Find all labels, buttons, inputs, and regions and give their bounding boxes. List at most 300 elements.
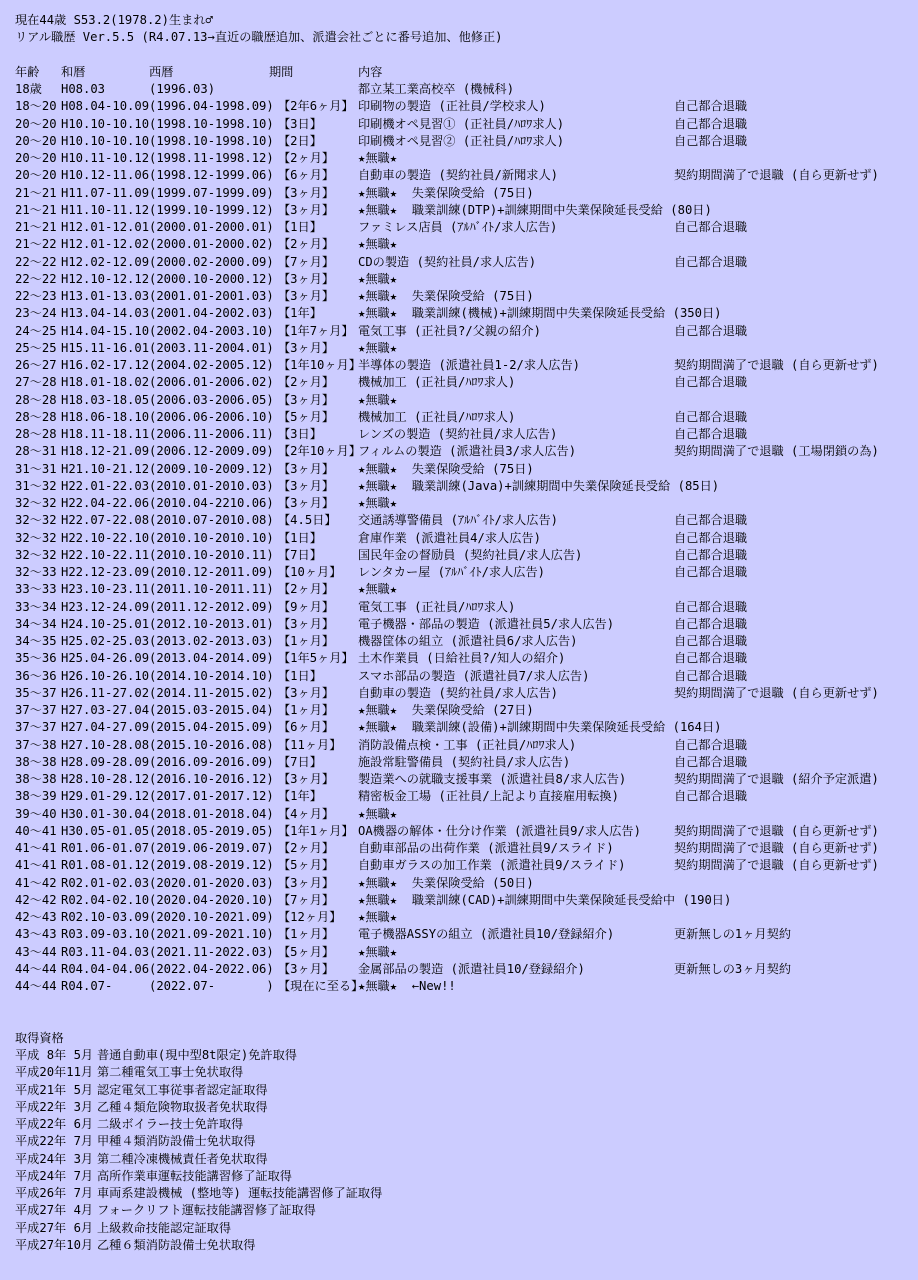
row-seireki: (1999.10-1999.12) bbox=[149, 202, 274, 217]
row-note: 自己都合退職 bbox=[674, 375, 748, 390]
row-period: 【3ヶ月】 bbox=[278, 340, 335, 355]
row-period: 【1日】 bbox=[278, 530, 322, 545]
row-content: 国民年金の督励員 (契約社員/求人広告) bbox=[358, 547, 583, 562]
row-note: 自己都合退職 bbox=[674, 427, 748, 441]
row-age: 37～37 bbox=[15, 720, 57, 735]
row-seireki: (2001.04-2002.03) bbox=[149, 306, 274, 321]
row-content: ★無職★ bbox=[358, 340, 398, 355]
row-seireki: (2010.12-2011.09) bbox=[149, 565, 274, 579]
row-age: 38～38 bbox=[15, 772, 57, 786]
row-seireki: (2020.10-2021.09) bbox=[149, 910, 274, 924]
row-wareki: H12.01-12.02 bbox=[61, 237, 150, 252]
row-wareki: R02.10-03.09 bbox=[61, 910, 150, 924]
row-wareki: H18.01-18.02 bbox=[61, 375, 150, 390]
history-row bbox=[15, 512, 918, 529]
row-wareki: R02.01-02.03 bbox=[61, 875, 150, 890]
row-wareki: H18.12-21.09 bbox=[61, 444, 150, 459]
row-age: 37～38 bbox=[15, 737, 57, 752]
row-content: 自動車の製造 (契約社員/求人広告) bbox=[358, 685, 558, 700]
history-row bbox=[15, 392, 918, 409]
row-age: 39～40 bbox=[15, 806, 57, 821]
row-period: 【1年1ヶ月】 bbox=[278, 823, 354, 838]
history-row bbox=[15, 547, 918, 564]
row-wareki: H27.10-28.08 bbox=[61, 737, 150, 752]
history-row bbox=[15, 737, 918, 754]
history-row bbox=[15, 530, 918, 547]
qualification-date: 平成26年 7月 bbox=[15, 1186, 94, 1200]
row-note: 自己都合退職 bbox=[674, 651, 748, 666]
row-age: 27～28 bbox=[15, 375, 57, 390]
row-age: 20～20 bbox=[15, 133, 57, 148]
row-age: 23～24 bbox=[15, 306, 57, 321]
row-content: 電気工事 (正社員/ﾊﾛﾜ求人) bbox=[358, 599, 516, 614]
row-period: 【3日】 bbox=[278, 427, 322, 441]
row-content: ★無職★ 失業保険受給 (75日) bbox=[358, 461, 534, 476]
history-row bbox=[15, 599, 918, 616]
row-age: 22～23 bbox=[15, 289, 57, 303]
row-note: 自己都合退職 bbox=[674, 409, 748, 424]
row-content: 自動車の製造 (契約社員/新聞求人) bbox=[358, 168, 558, 183]
row-period: 【現在に至る】 bbox=[278, 979, 364, 993]
history-row bbox=[15, 305, 918, 322]
row-seireki: (2003.11-2004.01) bbox=[149, 340, 274, 355]
history-row bbox=[15, 271, 918, 288]
qualification-date: 平成22年 3月 bbox=[15, 1099, 94, 1114]
row-wareki: H12.01-12.01 bbox=[61, 220, 150, 234]
row-age: 32～32 bbox=[15, 496, 57, 510]
row-period: 【1年10ヶ月】 bbox=[278, 358, 361, 372]
row-age: 31～31 bbox=[15, 461, 57, 476]
row-period: 【4.5日】 bbox=[278, 513, 337, 528]
row-note: 契約期間満了で退職 (工場閉鎖の為) bbox=[674, 444, 879, 459]
history-row bbox=[15, 116, 918, 133]
row-wareki: H22.01-22.03 bbox=[61, 478, 150, 493]
row-age: 33～33 bbox=[15, 582, 57, 597]
history-row bbox=[15, 409, 918, 426]
row-period: 【1年7ヶ月】 bbox=[278, 323, 354, 338]
row-seireki: (2021.11-2022.03) bbox=[149, 944, 274, 959]
history-row bbox=[15, 236, 918, 253]
row-content: 印刷物の製造 (正社員/学校求人) bbox=[358, 99, 546, 114]
row-content: 機器筐体の組立 (派遣社員6/求人広告) bbox=[358, 634, 578, 648]
row-age: 28～31 bbox=[15, 444, 57, 459]
qualification-date: 平成24年 7月 bbox=[15, 1168, 94, 1183]
row-note: 自己都合退職 bbox=[674, 99, 748, 114]
history-row bbox=[15, 771, 918, 788]
row-period: 【7日】 bbox=[278, 754, 322, 769]
row-seireki: (1996.03) bbox=[149, 82, 216, 96]
row-content: ★無職★ bbox=[358, 392, 398, 407]
row-seireki: (2013.02-2013.03) bbox=[149, 634, 274, 648]
row-period: 【1年】 bbox=[278, 306, 322, 321]
history-row bbox=[15, 288, 918, 305]
header-content: 内容 bbox=[358, 64, 383, 79]
qualification-text: 高所作業車運転技能講習修了証取得 bbox=[97, 1168, 292, 1183]
row-age: 44～44 bbox=[15, 979, 57, 993]
row-wareki: H25.04-26.09 bbox=[61, 651, 150, 666]
row-seireki: (2017.01-2017.12) bbox=[149, 789, 274, 804]
history-row bbox=[15, 167, 918, 184]
row-age: 18歳 bbox=[15, 82, 42, 96]
row-note: 自己都合退職 bbox=[674, 565, 748, 579]
history-row bbox=[15, 374, 918, 391]
row-wareki: H27.03-27.04 bbox=[61, 703, 150, 717]
row-age: 31～32 bbox=[15, 478, 57, 493]
row-content: ★無職★ 職業訓練(CAD)+訓練期間中失業保険延長受給中 (190日) bbox=[358, 892, 732, 907]
qualification-item bbox=[15, 1099, 918, 1116]
row-note: 自己都合退職 bbox=[674, 616, 748, 631]
row-note: 自己都合退職 bbox=[674, 133, 748, 148]
qualification-date: 平成22年 7月 bbox=[15, 1134, 94, 1149]
row-seireki: (1998.10-1998.10) bbox=[149, 116, 274, 131]
row-period: 【3日】 bbox=[278, 116, 322, 131]
row-wareki: H24.10-25.01 bbox=[61, 616, 150, 631]
row-wareki: H18.03-18.05 bbox=[61, 392, 150, 407]
row-wareki: H10.10-10.10 bbox=[61, 133, 150, 148]
row-period: 【10ヶ月】 bbox=[278, 565, 342, 579]
row-wareki: H10.10-10.10 bbox=[61, 116, 150, 131]
row-seireki: (2022.04-2022.06) bbox=[149, 961, 274, 976]
row-wareki: H28.10-28.12 bbox=[61, 772, 150, 786]
row-content: 都立某工業高校卒 (機械科) bbox=[358, 82, 515, 96]
row-age: 32～33 bbox=[15, 565, 57, 579]
row-note: 自己都合退職 bbox=[674, 737, 748, 752]
row-seireki: (2009.10-2009.12) bbox=[149, 461, 274, 476]
qualification-item bbox=[15, 1064, 918, 1081]
history-row bbox=[15, 323, 918, 340]
row-period: 【5ヶ月】 bbox=[278, 944, 335, 959]
row-period: 【6ヶ月】 bbox=[278, 720, 335, 735]
history-row bbox=[15, 98, 918, 115]
row-content: 印刷機オペ見習① (正社員/ﾊﾛﾜ求人) bbox=[358, 116, 565, 131]
row-age: 32～32 bbox=[15, 547, 57, 562]
row-content: ★無職★ bbox=[358, 806, 398, 821]
row-content: 印刷機オペ見習② (正社員/ﾊﾛﾜ求人) bbox=[358, 133, 565, 148]
row-period: 【1日】 bbox=[278, 668, 322, 683]
row-content: ★無職★ 職業訓練(設備)+訓練期間中失業保険延長受給 (164日) bbox=[358, 720, 722, 735]
row-wareki: H08.03 bbox=[61, 82, 106, 96]
row-age: 28～28 bbox=[15, 409, 57, 424]
row-wareki: H22.10-22.10 bbox=[61, 530, 150, 545]
row-period: 【2ヶ月】 bbox=[278, 841, 335, 855]
row-age: 35～36 bbox=[15, 651, 57, 666]
row-period: 【2ヶ月】 bbox=[278, 151, 335, 165]
row-period: 【3ヶ月】 bbox=[278, 875, 335, 890]
row-wareki: H28.09-28.09 bbox=[61, 754, 150, 769]
row-period: 【1年】 bbox=[278, 789, 322, 804]
row-wareki: H16.02-17.12 bbox=[61, 358, 150, 372]
row-content: OA機器の解体・仕分け作業 (派遣社員9/求人広告) bbox=[358, 823, 641, 838]
row-period: 【3ヶ月】 bbox=[278, 289, 335, 303]
row-content: ★無職★ bbox=[358, 496, 398, 510]
row-content: ★無職★ 職業訓練(機械)+訓練期間中失業保険延長受給 (350日) bbox=[358, 306, 722, 321]
row-note: 契約期間満了で退職 (自ら更新せず) bbox=[674, 858, 879, 873]
header-period: 期間 bbox=[269, 64, 294, 79]
row-wareki: H22.07-22.08 bbox=[61, 513, 150, 528]
row-wareki: H22.10-22.11 bbox=[61, 547, 150, 562]
row-age: 20～20 bbox=[15, 168, 57, 183]
history-row bbox=[15, 650, 918, 667]
row-age: 28～28 bbox=[15, 392, 57, 407]
row-note: 契約期間満了で退職 (自ら更新せず) bbox=[674, 358, 879, 372]
row-note: 契約期間満了で退職 (自ら更新せず) bbox=[674, 841, 879, 855]
row-content: 交通誘導警備員 (ｱﾙﾊﾞｲﾄ/求人広告) bbox=[358, 513, 558, 528]
row-wareki: H12.10-12.12 bbox=[61, 271, 150, 286]
row-content: 土木作業員 (日給社員?/知人の紹介) bbox=[358, 651, 566, 666]
row-age: 25～25 bbox=[15, 340, 57, 355]
row-age: 43～44 bbox=[15, 944, 57, 959]
row-age: 18～20 bbox=[15, 99, 57, 114]
row-note: 契約期間満了で退職 (自ら更新せず) bbox=[674, 168, 879, 183]
history-row bbox=[15, 788, 918, 805]
row-wareki: H18.06-18.10 bbox=[61, 409, 150, 424]
row-seireki: (2004.02-2005.12) bbox=[149, 358, 274, 372]
qualification-text: 車両系建設機械 (整地等) 運転技能講習修了証取得 bbox=[97, 1186, 383, 1200]
qualification-text: 第二種電気工事士免状取得 bbox=[97, 1065, 244, 1080]
row-age: 42～43 bbox=[15, 910, 57, 924]
row-wareki: H22.12-23.09 bbox=[61, 565, 150, 579]
qualification-date: 平成 8年 5月 bbox=[15, 1048, 94, 1062]
row-wareki: H15.11-16.01 bbox=[61, 340, 150, 355]
row-seireki: (2019.06-2019.07) bbox=[149, 841, 274, 855]
history-row bbox=[15, 875, 918, 892]
row-wareki: H30.01-30.04 bbox=[61, 806, 150, 821]
row-seireki: (2000.01-2000.02) bbox=[149, 237, 274, 252]
row-seireki: (2001.01-2001.03) bbox=[149, 289, 274, 303]
history-row bbox=[15, 892, 918, 909]
row-content: CDの製造 (契約社員/求人広告) bbox=[358, 254, 537, 269]
history-row bbox=[15, 478, 918, 495]
row-content: 電子機器・部品の製造 (派遣社員5/求人広告) bbox=[358, 616, 615, 631]
history-row bbox=[15, 840, 918, 857]
row-period: 【5ヶ月】 bbox=[278, 858, 335, 873]
row-seireki: (2010.07-2010.08) bbox=[149, 513, 274, 528]
row-wareki: R02.04-02.10 bbox=[61, 892, 150, 907]
row-content: 精密板金工場 (正社員/上記より直接雇用転換) bbox=[358, 789, 619, 804]
row-wareki: H29.01-29.12 bbox=[61, 789, 150, 804]
row-wareki: H23.10-23.11 bbox=[61, 582, 150, 597]
row-seireki: (2015.10-2016.08) bbox=[149, 737, 274, 752]
qualification-item bbox=[15, 1116, 918, 1133]
row-content: 施設常駐警備員 (契約社員/求人広告) bbox=[358, 754, 571, 769]
row-period: 【3ヶ月】 bbox=[278, 616, 335, 631]
row-seireki: (2011.10-2011.11) bbox=[149, 582, 274, 597]
row-content: ★無職★ 失業保険受給 (75日) bbox=[358, 289, 534, 303]
row-seireki: (2020.01-2020.03) bbox=[149, 875, 274, 890]
qualifications-list bbox=[15, 1047, 918, 1254]
row-period: 【1ヶ月】 bbox=[278, 927, 335, 942]
row-note: 自己都合退職 bbox=[674, 254, 748, 269]
row-content: ★無職★ 失業保険受給 (27日) bbox=[358, 703, 534, 717]
row-period: 【3ヶ月】 bbox=[278, 271, 335, 286]
row-period: 【2ヶ月】 bbox=[278, 375, 335, 390]
row-content: 電子機器ASSYの組立 (派遣社員10/登録紹介) bbox=[358, 927, 615, 942]
row-content: 倉庫作業 (派遣社員4/求人広告) bbox=[358, 530, 541, 545]
row-age: 28～28 bbox=[15, 427, 57, 441]
qualification-item bbox=[15, 1202, 918, 1219]
qualification-text: 乙種４類危険物取扱者免状取得 bbox=[97, 1099, 268, 1114]
row-content: ★無職★ bbox=[358, 151, 398, 165]
row-age: 41～41 bbox=[15, 841, 57, 855]
qualification-item bbox=[15, 1082, 918, 1099]
row-period: 【5ヶ月】 bbox=[278, 409, 335, 424]
row-period: 【3ヶ月】 bbox=[278, 185, 335, 200]
row-seireki: (2000.01-2000.01) bbox=[149, 220, 274, 234]
qualification-item bbox=[15, 1237, 918, 1254]
history-row bbox=[15, 426, 918, 443]
qualification-item bbox=[15, 1047, 918, 1064]
history-row bbox=[15, 461, 918, 478]
row-content: フィルムの製造 (派遣社員3/求人広告) bbox=[358, 444, 577, 459]
qualification-text: 第二種冷凍機械責任者免状取得 bbox=[97, 1151, 268, 1166]
row-period: 【3ヶ月】 bbox=[278, 496, 335, 510]
row-note: 自己都合退職 bbox=[674, 599, 748, 614]
qualification-item bbox=[15, 1185, 918, 1202]
row-seireki: (2010.04-2210.06) bbox=[149, 496, 274, 510]
row-wareki: H26.11-27.02 bbox=[61, 685, 150, 700]
history-row bbox=[15, 202, 918, 219]
row-age: 33～34 bbox=[15, 599, 57, 614]
qualification-text: 乙種６類消防設備士免状取得 bbox=[97, 1237, 256, 1252]
row-content: 製造業への就職支援事業 (派遣社員8/求人広告) bbox=[358, 772, 627, 786]
row-wareki: H11.10-11.12 bbox=[61, 202, 150, 217]
history-row bbox=[15, 926, 918, 943]
qualification-text: 普通自動車(現中型8t限定)免許取得 bbox=[97, 1048, 297, 1062]
row-wareki: H13.04-14.03 bbox=[61, 306, 150, 321]
qualification-text: 二級ボイラー技士免許取得 bbox=[97, 1117, 244, 1131]
row-note: 契約期間満了で退職 (紹介予定派遣) bbox=[674, 772, 879, 786]
row-content: ★無職★ bbox=[358, 271, 398, 286]
row-note: 契約期間満了で退職 (自ら更新せず) bbox=[674, 823, 879, 838]
row-age: 21～21 bbox=[15, 220, 57, 234]
row-age: 21～22 bbox=[15, 237, 57, 252]
qualification-date: 平成22年 6月 bbox=[15, 1117, 94, 1131]
table-header bbox=[15, 64, 918, 81]
qualification-date: 平成27年 4月 bbox=[15, 1203, 94, 1218]
history-row bbox=[15, 81, 918, 98]
history-row bbox=[15, 133, 918, 150]
row-period: 【9ヶ月】 bbox=[278, 599, 335, 614]
row-seireki: (2015.03-2015.04) bbox=[149, 703, 274, 717]
row-note: 契約期間満了で退職 (自ら更新せず) bbox=[674, 685, 879, 700]
history-row bbox=[15, 564, 918, 581]
row-content: 自動車部品の出荷作業 (派遣社員9/スライド) bbox=[358, 841, 614, 855]
history-row bbox=[15, 443, 918, 460]
row-period: 【1ヶ月】 bbox=[278, 634, 335, 648]
history-row bbox=[15, 754, 918, 771]
row-age: 24～25 bbox=[15, 323, 57, 338]
row-period: 【2ヶ月】 bbox=[278, 237, 335, 252]
row-content: ★無職★ bbox=[358, 237, 398, 252]
row-content: ★無職★ 職業訓練(Java)+訓練期間中失業保険延長受給 (85日) bbox=[358, 478, 720, 493]
row-period: 【3ヶ月】 bbox=[278, 202, 335, 217]
history-row bbox=[15, 823, 918, 840]
history-row bbox=[15, 978, 918, 995]
history-row bbox=[15, 616, 918, 633]
row-period: 【3ヶ月】 bbox=[278, 478, 335, 493]
row-period: 【2年6ヶ月】 bbox=[278, 99, 354, 114]
row-period: 【7ヶ月】 bbox=[278, 892, 335, 907]
row-age: 36～36 bbox=[15, 668, 57, 683]
row-period: 【1年5ヶ月】 bbox=[278, 651, 354, 666]
row-period: 【7ヶ月】 bbox=[278, 254, 335, 269]
row-age: 26～27 bbox=[15, 358, 57, 372]
row-period: 【1ヶ月】 bbox=[278, 703, 335, 717]
history-row bbox=[15, 961, 918, 978]
row-seireki: (2010.01-2010.03) bbox=[149, 478, 274, 493]
row-wareki: H11.07-11.09 bbox=[61, 185, 150, 200]
row-content: ★無職★ bbox=[358, 944, 398, 959]
row-age: 21～21 bbox=[15, 185, 57, 200]
history-row bbox=[15, 857, 918, 874]
row-seireki: (2011.12-2012.09) bbox=[149, 599, 274, 614]
qualification-date: 平成27年10月 bbox=[15, 1237, 94, 1252]
header-seireki: 西暦 bbox=[149, 64, 174, 79]
row-content: 機械加工 (正社員/ﾊﾛﾜ求人) bbox=[358, 409, 516, 424]
row-wareki: H30.05-01.05 bbox=[61, 823, 150, 838]
row-seireki: (1996.04-1998.09) bbox=[149, 99, 274, 114]
row-content: ★無職★ bbox=[358, 582, 398, 597]
row-period: 【2年10ヶ月】 bbox=[278, 444, 361, 459]
row-content: 消防設備点検・工事 (正社員/ﾊﾛﾜ求人) bbox=[358, 737, 577, 752]
profile-line: 現在44歳 S53.2(1978.2)生まれ♂ bbox=[15, 13, 213, 27]
history-row bbox=[15, 357, 918, 374]
row-wareki: H21.10-21.12 bbox=[61, 461, 150, 476]
row-wareki: R04.04-04.06 bbox=[61, 961, 150, 976]
header-wareki: 和暦 bbox=[61, 64, 86, 79]
row-note: 自己都合退職 bbox=[674, 547, 748, 562]
row-seireki: (2006.01-2006.02) bbox=[149, 375, 274, 390]
qualification-text: フォークリフト運転技能講習修了証取得 bbox=[97, 1203, 316, 1218]
row-period: 【3ヶ月】 bbox=[278, 772, 335, 786]
row-seireki: (2006.06-2006.10) bbox=[149, 409, 274, 424]
row-content: 半導体の製造 (派遣社員1-2/求人広告) bbox=[358, 358, 580, 372]
row-seireki: (2016.10-2016.12) bbox=[149, 772, 274, 786]
qualification-item bbox=[15, 1151, 918, 1168]
row-period: 【7日】 bbox=[278, 547, 322, 562]
row-seireki: (2010.10-2010.11) bbox=[149, 547, 274, 562]
row-seireki: (2020.04-2020.10) bbox=[149, 892, 274, 907]
row-age: 20～20 bbox=[15, 116, 57, 131]
history-row bbox=[15, 150, 918, 167]
history-row bbox=[15, 185, 918, 202]
row-wareki: H14.04-15.10 bbox=[61, 323, 150, 338]
row-seireki: (2021.09-2021.10) bbox=[149, 927, 274, 942]
row-content: 電気工事 (正社員?/父親の紹介) bbox=[358, 323, 541, 338]
row-seireki: (2022.07- ) bbox=[149, 979, 274, 993]
history-row bbox=[15, 581, 918, 598]
row-period: 【6ヶ月】 bbox=[278, 168, 335, 183]
row-age: 32～32 bbox=[15, 513, 57, 528]
row-seireki: (2006.03-2006.05) bbox=[149, 392, 274, 407]
row-content: スマホ部品の製造 (派遣社員7/求人広告) bbox=[358, 668, 590, 683]
row-period: 【3ヶ月】 bbox=[278, 461, 335, 476]
row-seireki: (2014.11-2015.02) bbox=[149, 685, 274, 700]
row-age: 44～44 bbox=[15, 961, 57, 976]
row-wareki: H22.04-22.06 bbox=[61, 496, 150, 510]
history-row bbox=[15, 909, 918, 926]
history-row bbox=[15, 685, 918, 702]
row-seireki: (2018.05-2019.05) bbox=[149, 823, 274, 838]
row-note: 更新無しの1ヶ月契約 bbox=[674, 927, 792, 942]
row-period: 【4ヶ月】 bbox=[278, 806, 335, 821]
row-seireki: (2018.01-2018.04) bbox=[149, 806, 274, 821]
history-row bbox=[15, 944, 918, 961]
row-period: 【3ヶ月】 bbox=[278, 685, 335, 700]
row-content: ★無職★ 失業保険受給 (75日) bbox=[358, 185, 534, 200]
history-row bbox=[15, 719, 918, 736]
qualification-text: 上級救命技能認定証取得 bbox=[97, 1220, 232, 1235]
